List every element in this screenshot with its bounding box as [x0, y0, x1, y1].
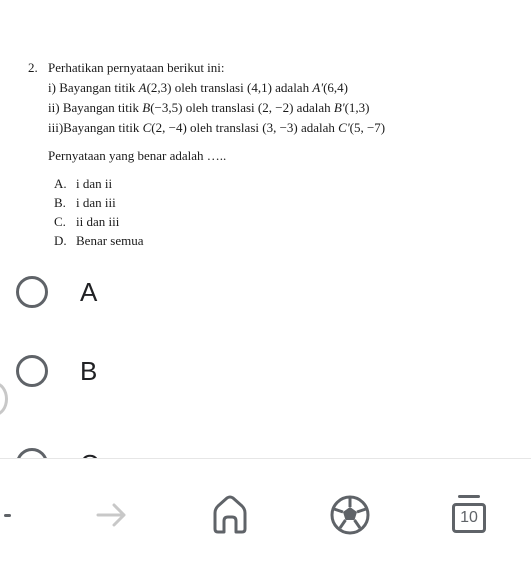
- statement-1: i) Bayangan titik A(2,3) oleh translasi (4,1) adalah A'(6,4): [48, 80, 348, 95]
- answer-label-b: B: [80, 355, 98, 386]
- forward-arrow-icon: [94, 500, 130, 530]
- tab-count-badge: 10: [452, 503, 486, 533]
- tabs-icon: [458, 495, 480, 498]
- option-c: C. ii dan iii: [54, 214, 120, 229]
- question-block: [28, 58, 508, 250]
- tabs-button[interactable]: [448, 493, 490, 537]
- option-b: B. i dan iii: [54, 195, 116, 210]
- statement-3: iii)Bayangan titik C(2, −4) oleh translasi (3, −3) adalah C'(5, −7): [48, 120, 386, 135]
- answer-choice-a[interactable]: [0, 262, 531, 322]
- question-lead: Pernyataan yang benar adalah …..: [48, 148, 227, 163]
- statement-2: ii) Bayangan titik B(−3,5) oleh translasi (2, −2) adalah B'(1,3): [48, 100, 370, 115]
- home-button[interactable]: [208, 493, 252, 537]
- forward-button[interactable]: [92, 495, 132, 535]
- question-number: 2.: [28, 60, 38, 75]
- option-d: D. Benar semua: [54, 233, 144, 248]
- soccer-ball-icon: [329, 494, 371, 536]
- radio-a[interactable]: [16, 276, 48, 308]
- radio-b[interactable]: [16, 355, 48, 387]
- minus-icon[interactable]: [0, 495, 14, 535]
- discover-button[interactable]: [328, 493, 372, 537]
- question-instruction: Perhatikan pernyataan berikut ini:: [48, 60, 225, 75]
- answer-label-a: A: [80, 276, 98, 307]
- home-icon: [211, 495, 249, 535]
- answer-choice-b[interactable]: [0, 341, 531, 401]
- answer-choice-c-partial[interactable]: [0, 430, 531, 458]
- option-a: A. i dan ii: [54, 176, 113, 191]
- bottom-navigation-bar: [0, 459, 531, 574]
